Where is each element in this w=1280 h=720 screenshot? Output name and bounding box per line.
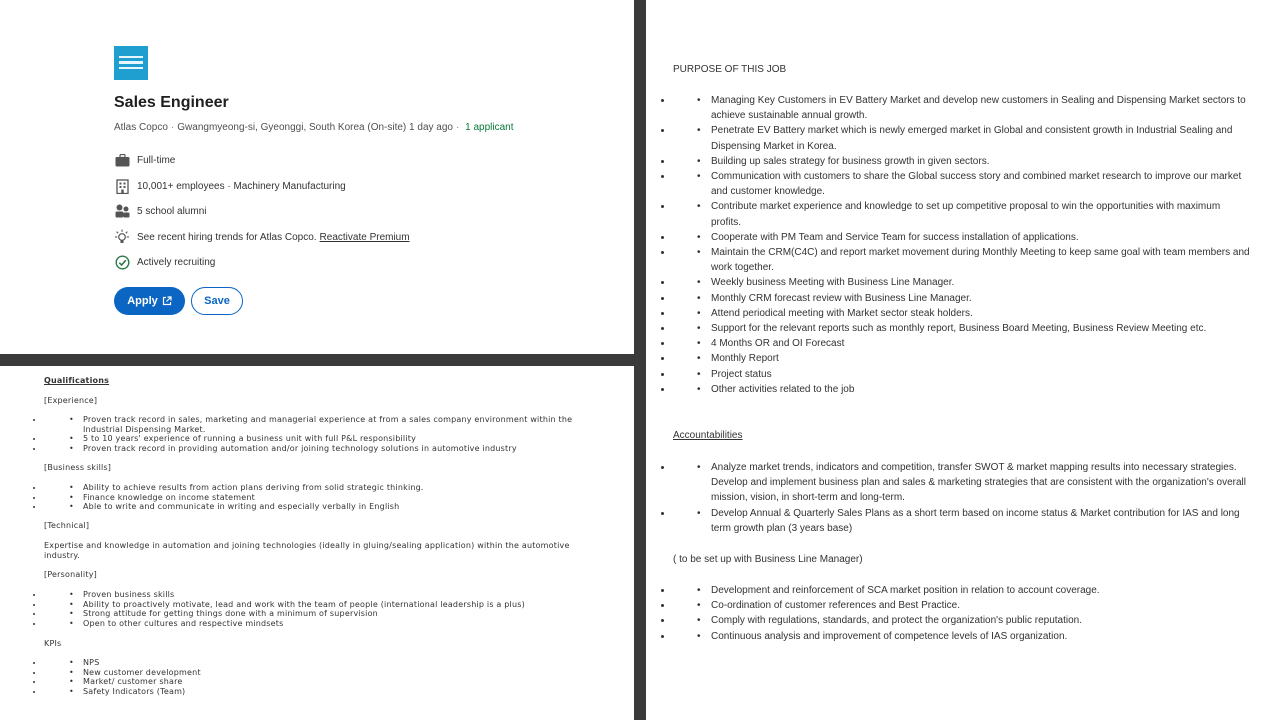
list-item: • • Managing Key Customers in EV Battery Market and develop new customers in Sealing and Dispensing Market sectors to achieve sustainable annual growth.: [673, 93, 1250, 123]
list-item: • • Building up sales strategy for business growth in given sectors.: [673, 154, 1250, 169]
list-item: • • Cooperate with PM Team and Service Team for success installation of applications.: [673, 230, 1250, 245]
list-item: • • Proven business skills: [44, 590, 604, 600]
lightbulb-icon: [114, 229, 130, 245]
external-link-icon: [162, 296, 172, 306]
list-item: • • Comply with regulations, standards, and protect the organization's public reputation.: [673, 613, 1250, 628]
purpose-list: [673, 93, 1250, 397]
company-name-link[interactable]: Atlas Copco: [114, 122, 168, 133]
list-item: • • Able to write and communicate in writing and especially verbally in English: [44, 502, 604, 512]
qualifications-heading: Qualifications: [44, 376, 110, 385]
list-item: • • New customer development: [44, 668, 604, 678]
list-item: • • Analyze market trends, indicators and competition, transfer SWOT & market mapping results into necessary strategies. Develop and implement business plan and sales & marketing strategies that are consistent with the organization's overall mission, vision, in short-term and long-term.: [673, 460, 1250, 506]
logo-stripe: [119, 61, 143, 64]
hiring-trends-text: See recent hiring trends for Atlas Copco.: [137, 231, 317, 243]
business-line-list: [673, 583, 1250, 644]
company-logo[interactable]: [114, 46, 148, 80]
technical-label: [Technical]: [44, 521, 90, 530]
list-item: • • Project status: [673, 367, 1250, 382]
job-location: Gwangmyeong-si, Gyeonggi, South Korea (On-site): [177, 122, 407, 133]
list-item: • • Maintain the CRM(C4C) and report market movement during Monthly Meeting to keep same goal with team members and work together.: [673, 245, 1250, 275]
list-item: • • Communication with customers to share the Global success story and combined market research to improve our market and customer knowledge.: [673, 169, 1250, 199]
list-item: • • Co-ordination of customer references and Best Practice.: [673, 598, 1250, 613]
apply-button[interactable]: [114, 287, 185, 315]
job-title: Sales Engineer: [114, 94, 229, 111]
alumni-text: 5 school alumni: [137, 205, 207, 217]
personality-label: [Personality]: [44, 570, 97, 579]
briefcase-icon: [114, 152, 130, 168]
list-item: • • Monthly Report: [673, 351, 1250, 366]
list-item: • • Attend periodical meeting with Market sector steak holders.: [673, 306, 1250, 321]
list-item: • • Ability to achieve results from action plans deriving from solid strategic thinking.: [44, 483, 604, 493]
detail-hiring-trends: [114, 228, 410, 246]
kpis-list: [44, 658, 604, 696]
save-button[interactable]: Save: [191, 287, 243, 315]
people-icon: [114, 203, 130, 219]
purpose-heading: PURPOSE OF THIS JOB: [673, 64, 787, 75]
list-item: • • Safety Indicators (Team): [44, 687, 604, 697]
personality-list: [44, 590, 604, 628]
list-item: • • Develop Annual & Quarterly Sales Plans as a short term based on income status & Market contribution for IAS and long term growth plan (3 years base): [673, 506, 1250, 536]
business-skills-list: [44, 483, 604, 512]
list-item: • • Open to other cultures and respective mindsets: [44, 619, 604, 629]
business-skills-label: [Business skills]: [44, 463, 112, 472]
employment-type-text: Full-time: [137, 154, 176, 166]
list-item: • • Weekly business Meeting with Business Line Manager.: [673, 275, 1250, 290]
experience-label: [Experience]: [44, 396, 98, 405]
list-item: • • Support for the relevant reports such as monthly report, Business Board Meeting, Business Review Meeting etc.: [673, 321, 1250, 336]
technical-text: Expertise and knowledge in automation and joining technologies (ideally in gluing/sealing application) within the automotive industry.: [44, 541, 570, 560]
list-item: • • Market/ customer share: [44, 677, 604, 687]
list-item: • • 4 Months OR and OI Forecast: [673, 336, 1250, 351]
recruiting-status-text: Actively recruiting: [137, 256, 216, 268]
job-meta: [114, 122, 513, 133]
list-item: • • Strong attitude for getting things done with a minimum of supervision: [44, 609, 604, 619]
posted-time: 1 day ago: [409, 122, 453, 133]
detail-recruiting-status: [114, 253, 215, 271]
job-card-panel: [0, 0, 634, 354]
list-item: • • NPS: [44, 658, 604, 668]
logo-stripe: [119, 56, 143, 58]
job-description-panel: [646, 0, 1280, 720]
kpis-label: KPIs: [44, 639, 62, 648]
separator: ·: [170, 122, 175, 133]
list-item: • • Continuous analysis and improvement of competence levels of IAS organization.: [673, 629, 1250, 644]
detail-alumni: [114, 202, 206, 220]
applicant-count: 1 applicant: [465, 122, 514, 133]
company-size-text: 10,001+ employees · Machinery Manufacturing: [137, 180, 346, 192]
apply-label: Apply: [127, 295, 158, 307]
accountabilities-list: [673, 460, 1250, 536]
detail-company-size: [114, 177, 346, 195]
accountabilities-heading: Accountabilities: [673, 430, 743, 441]
list-item: • • Monthly CRM forecast review with Business Line Manager.: [673, 291, 1250, 306]
list-item: • • Other activities related to the job: [673, 382, 1250, 397]
target-icon: [114, 254, 130, 270]
list-item: • • Finance knowledge on income statement: [44, 493, 604, 503]
list-item: • • Contribute market experience and knowledge to set up competitive proposal to win the opportunities with maximum profits.: [673, 199, 1250, 229]
reactivate-premium-link[interactable]: Reactivate Premium: [319, 231, 410, 243]
list-item: • • Penetrate EV Battery market which is newly emerged market in Global and consistent growth in Industrial Sealing and Dispensing Market in Korea.: [673, 123, 1250, 153]
list-item: • • Proven track record in sales, marketing and managerial experience at from a sales company environment within the Industrial Dispensing Market.: [44, 415, 604, 434]
separator: ·: [455, 122, 460, 133]
business-line-note: ( to be set up with Business Line Manager): [673, 554, 863, 565]
qualifications-panel: [0, 366, 634, 720]
logo-stripe: [119, 67, 143, 69]
list-item: • • Proven track record in providing automation and/or joining technology solutions in automotive industry: [44, 444, 604, 454]
building-icon: [114, 178, 130, 194]
detail-employment-type: [114, 151, 175, 169]
experience-list: [44, 415, 604, 453]
list-item: • • 5 to 10 years' experience of running a business unit with full P&L responsibility: [44, 434, 604, 444]
list-item: • • Development and reinforcement of SCA market position in relation to account coverage.: [673, 583, 1250, 598]
list-item: • • Ability to proactively motivate, lead and work with the team of people (international leadership is a plus): [44, 600, 604, 610]
